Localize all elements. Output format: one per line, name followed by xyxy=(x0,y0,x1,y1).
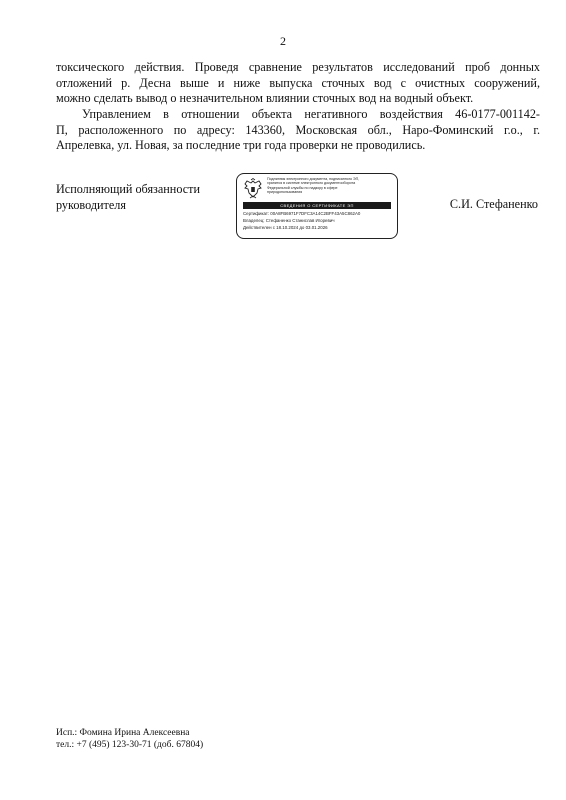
stamp-notice-line: хранится в системе электронного документооборота xyxy=(267,181,356,186)
paragraph-line: П, расположенного по адресу: 143360, Московская обл., Наро-Фоминский г.о., г. xyxy=(56,122,540,137)
stamp-certificate-owner: Владелец: Стефаненко Станислав Игоревич xyxy=(243,218,335,223)
stamp-notice xyxy=(267,177,395,195)
stamp-certificate-number: Сертификат: 00A8FB6971F7DFC3A14C2BFF43A5C862A0 xyxy=(243,211,361,216)
paragraph-line: Апрелевка, ул. Новая, за последние три года проверки не проводились. xyxy=(56,138,426,152)
stamp-notice-line: Подлинник электронного документа, подписанного ЭП, xyxy=(267,177,360,181)
stamp-notice-line: природопользования xyxy=(267,190,303,195)
executor-phone: тел.: +7 (495) 123-30-71 (доб. 67804) xyxy=(56,740,204,750)
russian-double-headed-eagle-icon xyxy=(243,178,263,200)
signatory-role-line: Исполняющий обязанности xyxy=(56,182,200,196)
paragraph-line: токсического действия. Проведя сравнение результатов исследований проб донных xyxy=(56,60,540,74)
page-number: 2 xyxy=(280,34,286,48)
stamp-certificate-header: СВЕДЕНИЯ О СЕРТИФИКАТЕ ЭП xyxy=(243,202,391,209)
signatory-role-line: руководителя xyxy=(56,197,126,212)
paragraph-inspections xyxy=(56,107,540,154)
executor-footer xyxy=(56,727,203,751)
paragraph-line: отложений р. Десна выше и ниже выпуска сточных вод с очистных сооружений, xyxy=(56,75,540,90)
paragraph-conclusion xyxy=(56,60,540,107)
electronic-signature-stamp xyxy=(236,173,398,239)
paragraph-line: можно сделать вывод о незначительном влиянии сточных вод на водный объект. xyxy=(56,91,474,105)
stamp-certificate-validity: Действителен с 18.10.2024 до 03.01.2026 xyxy=(243,225,328,230)
signatory-role xyxy=(56,182,200,213)
stamp-notice-line: Федеральной службы по надзору в сфере xyxy=(267,185,338,190)
paragraph-line: Управлением в отношении объекта негативного воздействия 46-0177-001142- xyxy=(82,107,540,121)
executor-name: Исп.: Фомина Ирина Алексеевна xyxy=(56,728,190,738)
signatory-name: С.И. Стефаненко xyxy=(449,197,538,211)
